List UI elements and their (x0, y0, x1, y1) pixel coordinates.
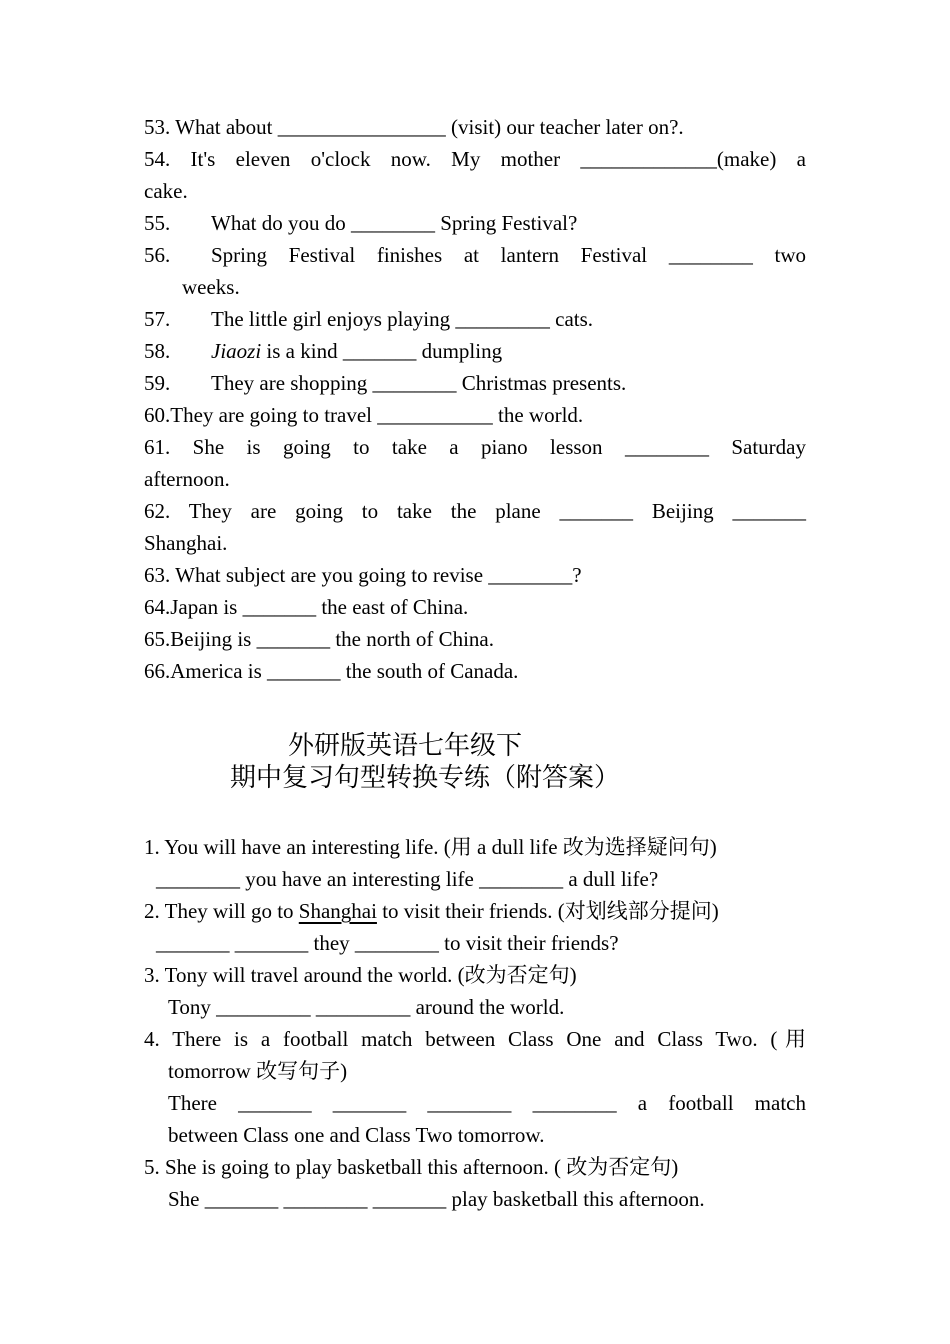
question-number: 58. (144, 339, 171, 363)
question-57 (144, 303, 806, 335)
exercise-text: to visit their friends. (对划线部分提问) (376, 899, 719, 923)
exercise-5-answer: She _______ ________ _______ play basketball this afternoon. (168, 1187, 705, 1211)
question-56 (144, 239, 806, 271)
question-56-cont: weeks. (182, 275, 240, 299)
underlined-word: Shanghai (298, 899, 377, 923)
question-60: 60.They are going to travel ___________ the world. (144, 403, 584, 427)
question-number: 56. (144, 243, 171, 267)
question-61: 61. She is going to take a piano lesson ________ Saturday (144, 435, 806, 459)
exercise-1: 1. You will have an interesting life. (用 a dull life 改为选择疑问句) (144, 835, 717, 859)
question-64: 64.Japan is _______ the east of China. (144, 595, 469, 619)
question-66: 66.America is _______ the south of Canada. (144, 659, 519, 683)
italic-word: Jiaozi (211, 339, 262, 363)
question-58 (144, 335, 806, 367)
question-text: What do you do ________ Spring Festival? (211, 211, 578, 235)
exercise-3: 3. Tony will travel around the world. (改为否定句) (144, 963, 577, 987)
exercise-text: 2. They will go to (144, 899, 299, 923)
heading-line-2: 期中复习句型转换专练（附答案） (230, 763, 621, 793)
question-62: 62. They are going to take the plane _______ Beijing _______ (144, 499, 806, 523)
question-text: Spring Festival finishes at lantern Festival ________ two (211, 243, 806, 267)
question-61-cont: afternoon. (144, 467, 230, 491)
exercise-2-answer: _______ _______ they ________ to visit their friends? (156, 931, 619, 955)
exercise-4-answer: There _______ _______ ________ ________ a football match (168, 1091, 806, 1115)
question-62-cont: Shanghai. (144, 531, 228, 555)
question-number: 55. (144, 211, 171, 235)
question-65: 65.Beijing is _______ the north of China. (144, 627, 494, 651)
exercise-4-cont: tomorrow 改写句子) (168, 1059, 348, 1083)
exercise-4: 4. There is a football match between Class One and Class Two. (用 (144, 1027, 806, 1051)
question-54-cont: cake. (144, 179, 188, 203)
question-number: 57. (144, 307, 171, 331)
question-text: is a kind _______ dumpling (261, 339, 503, 363)
question-55 (144, 207, 806, 239)
heading-line-1: 外研版英语七年级下 (288, 731, 523, 761)
exercise-3-answer: Tony _________ _________ around the world. (168, 995, 565, 1019)
question-54: 54. It's eleven o'clock now. My mother _____________(make) a (144, 147, 806, 171)
question-text: The little girl enjoys playing _________ cats. (211, 307, 594, 331)
question-63: 63. What subject are you going to revise ________? (144, 563, 582, 587)
exercise-1-answer: ________ you have an interesting life ________ a dull life? (156, 867, 659, 891)
exercise-2 (144, 895, 806, 927)
exercise-4-answer-cont: between Class one and Class Two tomorrow. (168, 1123, 545, 1147)
question-text: They are shopping ________ Christmas presents. (211, 371, 627, 395)
question-number: 59. (144, 371, 171, 395)
exercise-5: 5. She is going to play basketball this afternoon. ( 改为否定句) (144, 1155, 679, 1179)
question-53: 53. What about ________________ (visit) our teacher later on?. (144, 115, 684, 139)
question-59 (144, 367, 806, 399)
